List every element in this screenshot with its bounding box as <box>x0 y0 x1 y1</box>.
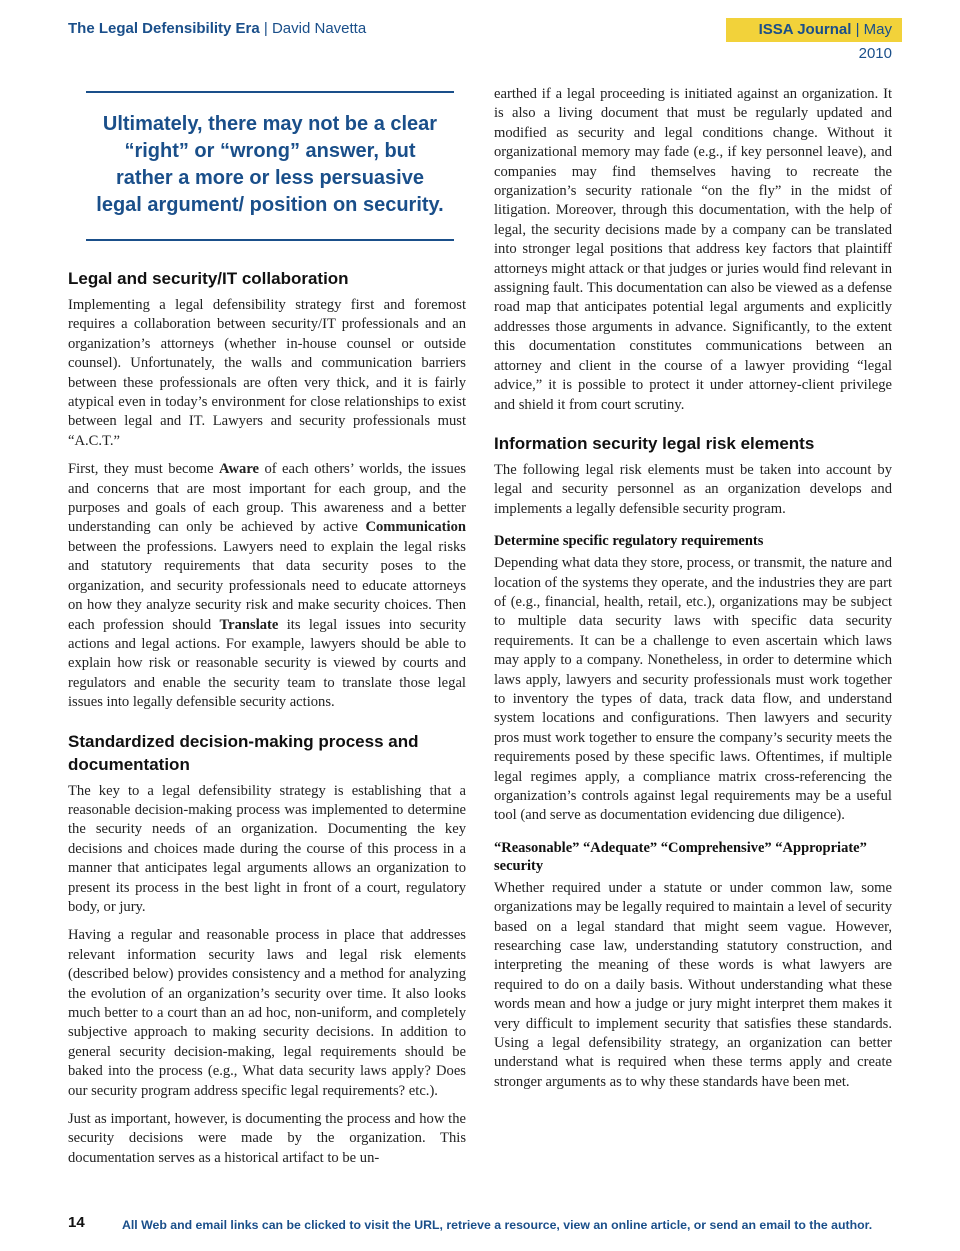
term-communication: Communication <box>365 519 466 536</box>
pull-quote: Ultimately, there may not be a clear “right” or “wrong” answer, but rather a more or less persuasive legal argument/ position on security. <box>86 91 454 241</box>
term-aware: Aware <box>219 461 260 478</box>
section-heading-collaboration: Legal and security/IT collaboration <box>68 269 349 288</box>
paragraph: Whether required under a statute or under common law, some organizations may be legally required to maintain a level of security based on a legal standard that might seem vague. However, researching case law, understanding statutory construction, and interpreting the meaning of these words is what lawyers are required to do on a daily basis. Without understanding what these words mean and how a judge or jury might interpret them makes it very difficult to implement security that satisfies these standards. Using a legal defensibility strategy, an organization can better understand what is required when these terms apply and create stronger arguments as to why these standards have been met. <box>494 879 892 1090</box>
section-heading-decision-making: Standardized decision-making process and documentation <box>68 731 419 774</box>
article-author: David Navetta <box>271 20 367 37</box>
page-number: 14 <box>68 1214 85 1231</box>
paragraph: Just as important, however, is documenting the process and how the security decisions were made by the organization. This documentation serves as a historical artifact to be un- <box>68 1111 466 1166</box>
header-separator-right: | <box>855 21 860 38</box>
subheading-regulatory-requirements: Determine specific regulatory requirements <box>494 533 764 550</box>
header-separator: | <box>263 20 268 37</box>
paragraph: The key to a legal defensibility strategy is establishing that a reasonable decision-making process was implemented to determine the security needs of an organization. Documenting the key decisions and choices made during the course of this process in a manner that anticipates legal arguments allows an organization to present its process in the best light in front of a court, regulatory body, or jury. <box>68 782 466 915</box>
paragraph: The following legal risk elements must be taken into account by legal and security personnel as an organization develops and implements a legally defensible security program. <box>494 461 892 517</box>
left-column <box>68 85 466 1177</box>
paragraph-act: First, they must become Aware of each others’ worlds, the issues and concerns that are most important for each group, and the purposes and goals of each group. This awareness and a better understanding can only be achieved by active Communication between the professions. Lawyers need to explain the legal risks and statutory requirements that data security poses to the organization, and security professionals need to educate attorneys on how they analyze security risk and make security choices. Then each profession should Translate its legal issues into security actions and legal actions. For example, lawyers should be able to explain how risk or reasonable security is viewed by courts and regulators and enable the security team to translate those legal issues into legally defensible security actions. <box>68 461 466 711</box>
footer-links-note: All Web and email links can be clicked to visit the URL, retrieve a resource, view an online article, or send an email to the author. <box>122 1218 873 1232</box>
paragraph: earthed if a legal proceeding is initiated against an organization. It is also a living document that must be regularly updated and modified as security and legal conditions change. Without it organizational memory may fade (e.g., if key personnel leave), and companies may find themselves having to recreate the organization’s security rationale “on the fly” in the midst of litigation. Moreover, through this documentation, with the help of legal, the security decisions made by a company can be translated into stronger legal positions that address key factors that plaintiff attorneys might attack or that judges or juries would find relevant in assigning fault. This documentation can also be viewed as a defense road map that anticipates potential legal arguments and explicitly addresses those arguments in advance. Significantly, to the extent this documentation constitutes communications between an attorney and client in the course of a lawyer providing “legal advice,” it is possible to protect it under attorney-client privilege and shield it from court scrutiny. <box>494 86 892 413</box>
term-translate: Translate <box>219 616 279 633</box>
paragraph: Having a regular and reasonable process in place that addresses relevant information security laws and legal risk elements (described below) provides consistency and a method for analyzing the evolution of an organization’s security over time. It also looks much better to a court than an ad hoc, non-uniform, and completely subjective approach to making security decisions. In addition to general security decision-making, legal requirements should be baked into the process (e.g., What data security laws apply? Does our security program address specific legal requirements? etc.). <box>68 927 466 1099</box>
paragraph: Depending what data they store, process, or transmit, the nature and location of the systems they operate, and the industries they are part of (e.g., financial, health, retail, etc.), organizations may be subject to multiple data security laws with specific data security requirements. It can be a challenge to even ascertain which laws may apply to a company. Nonetheless, in order to determine which laws apply, lawyers and security professionals must work together to inventory the types of data, track data flow, and understand system locations and configurations. Then lawyers and security pros must work together to ensure the company’s security meets the requirements posed by these specific laws. Oftentimes, if multiple legal regimes apply, a compliance matrix cross-referencing the organization’s controls against legal requirements may be a useful tool (and serve as documentation evidencing due diligence). <box>494 555 892 824</box>
subheading-reasonable-security: “Reasonable” “Adequate” “Comprehensive” “Appropriate” security <box>494 839 867 874</box>
journal-name: ISSA Journal <box>758 21 852 38</box>
running-header-left <box>68 20 366 37</box>
article-title: The Legal Defensibility Era <box>68 20 260 37</box>
issue-date: May 2010 <box>858 21 892 62</box>
section-heading-legal-risk-elements: Information security legal risk elements <box>494 433 815 453</box>
right-column <box>494 85 892 1101</box>
running-header-right <box>726 18 902 62</box>
paragraph: Implementing a legal defensibility strategy first and foremost requires a collaboration between security/IT professionals and an organization’s attorneys (whether in-house counsel or outside counsel). Unfortunately, the walls and communication barriers between these professionals are often very thick, and it is fairly atypical even in today’s environment for close relationships to exist between legal and IT. Lawyers and security professionals must “A.C.T.” <box>68 297 466 449</box>
